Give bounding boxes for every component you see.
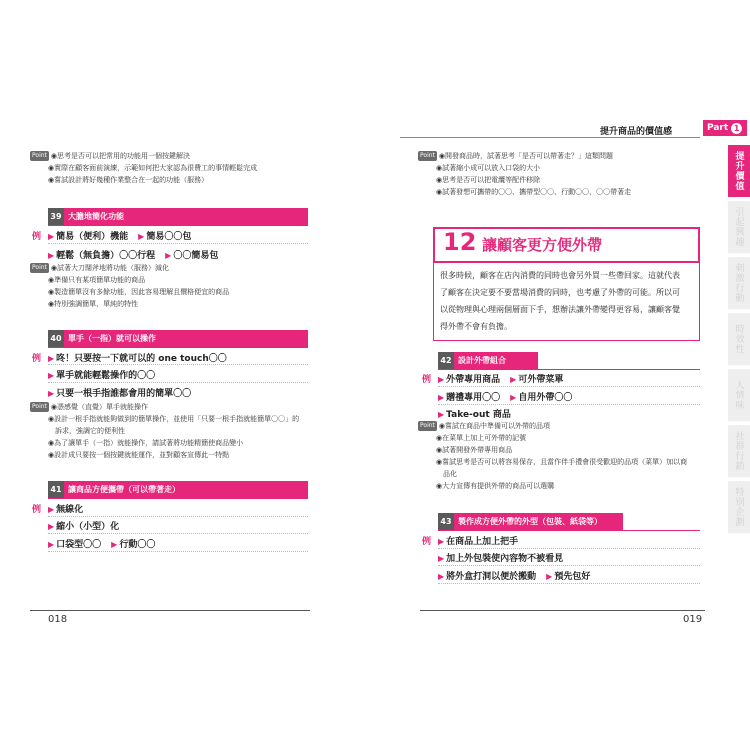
row-rule — [48, 533, 308, 534]
section-title: 設計外帶組合 — [458, 356, 506, 365]
point-line: ◉為了讓單手（一指）就能操作，請試著將功能精簡使商品變小 — [48, 439, 244, 447]
example-row: ▶ 簡易（便利）機能 ▶ 簡易〇〇包 — [48, 232, 192, 242]
row-rule — [438, 583, 700, 584]
section-41-bar — [48, 481, 308, 499]
example-label: 例 — [32, 505, 42, 515]
section-number: 42 — [438, 352, 454, 369]
row-rule — [48, 516, 308, 517]
chapter-number: 12 — [443, 228, 477, 256]
point-line: ◉設計一根手指就能夠做到的簡單操作，並使用「只要一根手指就能簡單〇〇」的 — [48, 415, 300, 423]
part-label: Part — [707, 123, 729, 133]
side-tab-5[interactable]: 人情味 — [728, 369, 750, 421]
section-number: 41 — [48, 481, 64, 498]
point-line: 訴求，強調它的便利性 — [48, 427, 125, 435]
section-number: 43 — [438, 513, 454, 530]
side-tab-3[interactable]: 刺激行動 — [728, 257, 750, 309]
point-line: ◉思考是否可以把常用的功能用一個按鍵解決 — [50, 152, 191, 160]
point-badge: Point — [420, 422, 435, 429]
point-line: ◉準備只有某項簡單功能的商品 — [48, 276, 146, 284]
example-row: ▶ 在商品上加上把手 — [438, 537, 519, 547]
example-label: 例 — [32, 354, 42, 364]
point-badge: Point — [420, 152, 435, 159]
section-title: 讓商品方便攜帶（可以帶著走） — [68, 485, 180, 494]
row-rule — [438, 565, 700, 566]
point-badge: Point — [32, 152, 47, 159]
side-tab-2[interactable]: 引起興趣 — [728, 201, 750, 253]
point-line: ◉特別強調簡單、單純的特性 — [48, 300, 139, 308]
point-line: ◉思考是否可以把電纜等配件移除 — [436, 176, 541, 184]
row-rule — [48, 551, 308, 552]
row-rule — [48, 364, 308, 365]
point-badge: Point — [32, 264, 47, 271]
point-line: ◉試著縮小成可以放入口袋的大小 — [436, 164, 541, 172]
chapter-title: 讓顧客更方便外帶 — [482, 236, 603, 254]
point-line: ◉試著開發外帶專用商品 — [436, 446, 513, 454]
header-rule — [400, 137, 700, 138]
example-row: ▶ 輕鬆（無負擔）〇〇行程 ▶ 〇〇簡易包 — [48, 251, 219, 261]
example-row: ▶ 縮小（小型）化 — [48, 522, 120, 532]
left-point-top — [30, 150, 257, 186]
intro-line: 以從物理與心理兩個層面下手，想辦法讓外帶變得更容易，讓顧客覺 — [440, 305, 680, 314]
side-tab-7[interactable]: 特別企劃 — [728, 481, 750, 533]
example-row: ▶ 將外盒打洞以便於搬動 ▶ 預先包好 — [438, 572, 591, 582]
example-row: ▶ 加上外包裝使內容物不被看見 — [438, 554, 564, 564]
example-row: ▶ 單手就能輕鬆操作的〇〇 — [48, 371, 156, 381]
sec40-point: Point ◉憑感覺（直覺）單手就能操作 ◉設計一根手指就能夠做到的簡單操作，並使用「只要一根手指就能簡單〇〇」的 訴求，強調它的便利性 ◉為了讓單手（一指）就能操作，請試著將功能精簡使商品變小 ◉設計成只要按一個按鍵就能運作，並對顧客宣傳此一特點 — [32, 403, 300, 459]
row-rule — [48, 243, 308, 244]
example-label: 例 — [422, 537, 432, 547]
row-rule — [48, 382, 308, 383]
section-title: 大膽地簡化功能 — [68, 212, 124, 221]
left-footer-rule — [30, 610, 310, 611]
section-number: 40 — [48, 330, 64, 347]
section-40-bar — [48, 330, 308, 348]
point-line: ◉嘗試設計將好幾種作業整合在一起的功能（服務） — [48, 176, 209, 184]
section-number: 39 — [48, 208, 64, 225]
example-row: ▶ 口袋型〇〇 ▶ 行動〇〇 — [48, 540, 156, 550]
running-header-title: 提升商品的價值感 — [600, 127, 673, 137]
example-row: ▶ 咚！只要按一下就可以的 one touch〇〇 — [48, 354, 227, 364]
right-page-number: 019 — [683, 614, 703, 625]
row-rule — [438, 386, 700, 387]
intro-line: 了顧客在決定要不要當場消費的同時，也考慮了外帶的可能。所以可 — [440, 288, 680, 297]
section-42-bar — [438, 352, 700, 370]
left-page-number: 018 — [48, 614, 68, 625]
right-point-top: Point ◉開發商品時，試著思考「是否可以帶著走？」這類問題 ◉試著縮小成可以放入口袋的大小 ◉思考是否可以把電纜等配件移除 ◉試著發想可攜帶的〇〇、攜帶型〇〇、行動〇〇，〇〇帶著走 — [420, 152, 632, 196]
intro-line: 得外帶不會有負擔。 — [440, 322, 512, 331]
part-badge — [703, 120, 747, 136]
point-line: ◉實際在顧客面前演練，示範如何把大家認為很費工的事情輕鬆完成 — [48, 164, 258, 172]
section-39-bar — [48, 208, 308, 226]
point-line: ◉製造簡單沒有多餘功能，因此容易理解且價格便宜的商品 — [48, 288, 230, 296]
side-tab-1[interactable]: 提升價值 — [728, 145, 750, 197]
example-row: ▶ 外帶專用商品 ▶ 可外帶菜單 — [438, 375, 564, 385]
right-footer-rule — [420, 610, 705, 611]
point-line: ◉設計成只要按一個按鍵就能運作，並對顧客宣傳此一特點 — [48, 451, 230, 459]
point-badge: Point — [32, 403, 47, 410]
section-title: 製作成方便外帶的外型（包裝、紙袋等） — [458, 517, 602, 526]
part-number: 1 — [731, 123, 742, 134]
side-tab-4[interactable]: 時效性 — [728, 313, 750, 365]
row-rule — [438, 404, 700, 405]
point-line: ◉嘗試思考是否可以將容易保存，且當作伴手禮會很受歡迎的品項（菜單）加以商 — [436, 458, 688, 466]
section-43-bar — [438, 513, 700, 531]
intro-line: 很多時候，顧客在店內消費的同時也會另外買一些帶回家。這就代表 — [440, 271, 680, 280]
example-label: 例 — [422, 375, 432, 385]
sec42-point: Point ◉嘗試在商品中準備可以外帶的品項 ◉在菜單上加上可外帶的記號 ◉試著開發外帶專用商品 ◉嘗試思考是否可以將容易保存，且當作伴手禮會很受歡迎的品項（菜單）加以商 品化 ◉大力宣傳有提供外帶的商品可以選購 — [420, 422, 688, 490]
chapter-intro — [433, 263, 700, 341]
example-row: ▶ 贈禮專用〇〇 ▶ 自用外帶〇〇 — [438, 393, 573, 403]
side-tab-6[interactable]: 社群行銷 — [728, 425, 750, 477]
example-row: ▶ 無線化 — [48, 505, 84, 515]
sec39-point: Point ◉試著大刀闊斧地將功能（服務）減化 ◉準備只有某項簡單功能的商品 ◉製造簡單沒有多餘功能，因此容易理解且價格便宜的商品 ◉特別強調簡單、單純的特性 — [32, 264, 230, 308]
example-label: 例 — [32, 232, 42, 242]
point-line: 品化 — [436, 470, 457, 478]
point-line: ◉試著發想可攜帶的〇〇、攜帶型〇〇、行動〇〇，〇〇帶著走 — [436, 188, 632, 196]
point-line: ◉大力宣傳有提供外帶的商品可以選購 — [436, 482, 555, 490]
example-row: ▶ 只要一根手指誰都會用的簡單〇〇 — [48, 389, 192, 399]
example-row: ▶ Take-out 商品 — [438, 410, 511, 420]
row-rule — [438, 548, 700, 549]
point-line: ◉在菜單上加上可外帶的記號 — [436, 434, 527, 442]
section-title: 單手（一指）就可以操作 — [68, 334, 156, 343]
